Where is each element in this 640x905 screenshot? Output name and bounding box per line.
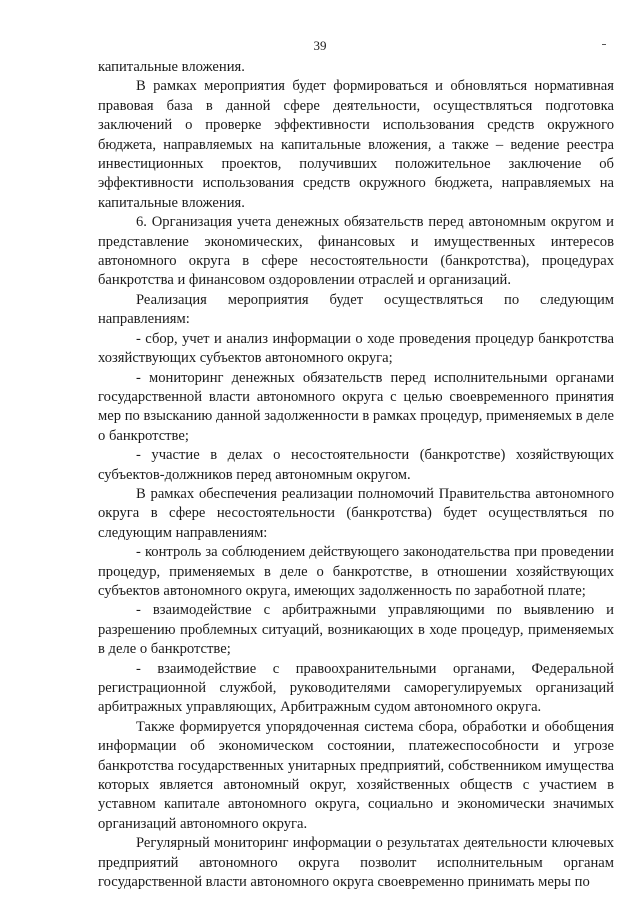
list-item: - мониторинг денежных обязательств перед исполнительными органами государственной власти автономного округа с целью своевременного принятия мер по взысканию данной задолженности в рамках процедур, применяемых в деле о банкротстве; [98, 369, 614, 444]
paragraph: Также формируется упорядоченная система сбора, обработки и обобщения информации об экономическом состоянии, платежеспособности и угрозе банкротства государственных унитарных предприятий, собственником имущества которых является автономный округ, хозяйственных обществ с участием в уставном капитале автономного округа, социально и экономически значимых организаций автономного округа. [98, 718, 614, 832]
list-item: - сбор, учет и анализ информации о ходе проведения процедур банкротства хозяйствующих субъектов автономного округа; [98, 330, 614, 367]
list-item: - контроль за соблюдением действующего законодательства при проведении процедур, применяемых в деле о банкротстве, в отношении хозяйствующих субъектов автономного округа, имеющих задолженность по заработной плате; [98, 544, 614, 599]
paragraph: В рамках обеспечения реализации полномочий Правительства автономного округа в сфере несостоятельности (банкротства) будет осуществляться по следующим направлениям: [98, 485, 614, 541]
scan-mark [602, 44, 606, 45]
paragraph: В рамках мероприятия будет формироваться и обновляться нормативная правовая база в данной сфере деятельности, осуществляться подготовка заключений о проверке эффективности использования средств окружного бюджета, направляемых на капитальные вложения, а также – ведение реестра инвестиционных проектов, получивших положительное заключение об эффективности использования средств окружного бюджета, направляемых на капитальные вложения. [98, 78, 614, 211]
paragraph: Регулярный мониторинг информации о результатах деятельности ключевых предприятий автономного округа позволит исполнительным органам государственной власти автономного округа своевременно принимать меры по [98, 835, 614, 891]
paragraph: Реализация мероприятия будет осуществляться по следующим направлениям: [98, 291, 614, 328]
paragraph: капитальные вложения. [98, 59, 245, 75]
list-item: - взаимодействие с арбитражными управляющими по выявлению и разрешению проблемных ситуаций, возникающих в ходе процедур, применяемых в деле о банкротстве; [98, 602, 614, 658]
body-text [98, 58, 614, 892]
paragraph: 6. Организация учета денежных обязательств перед автономным округом и представление экономических, финансовых и имущественных интересов автономного округа в сфере несостоятельности (банкротства), процедурах банкротства и финансовом оздоровлении отраслей и организаций. [98, 214, 614, 289]
list-item: - взаимодействие с правоохранительными органами, Федеральной регистрационной службой, руководителями саморегулируемых организаций арбитражных управляющих, Арбитражным судом автономного округа. [98, 660, 614, 716]
list-item: - участие в делах о несостоятельности (банкротстве) хозяйствующих субъектов-должников перед автономным округом. [98, 447, 614, 483]
page-number: 39 [313, 38, 327, 53]
